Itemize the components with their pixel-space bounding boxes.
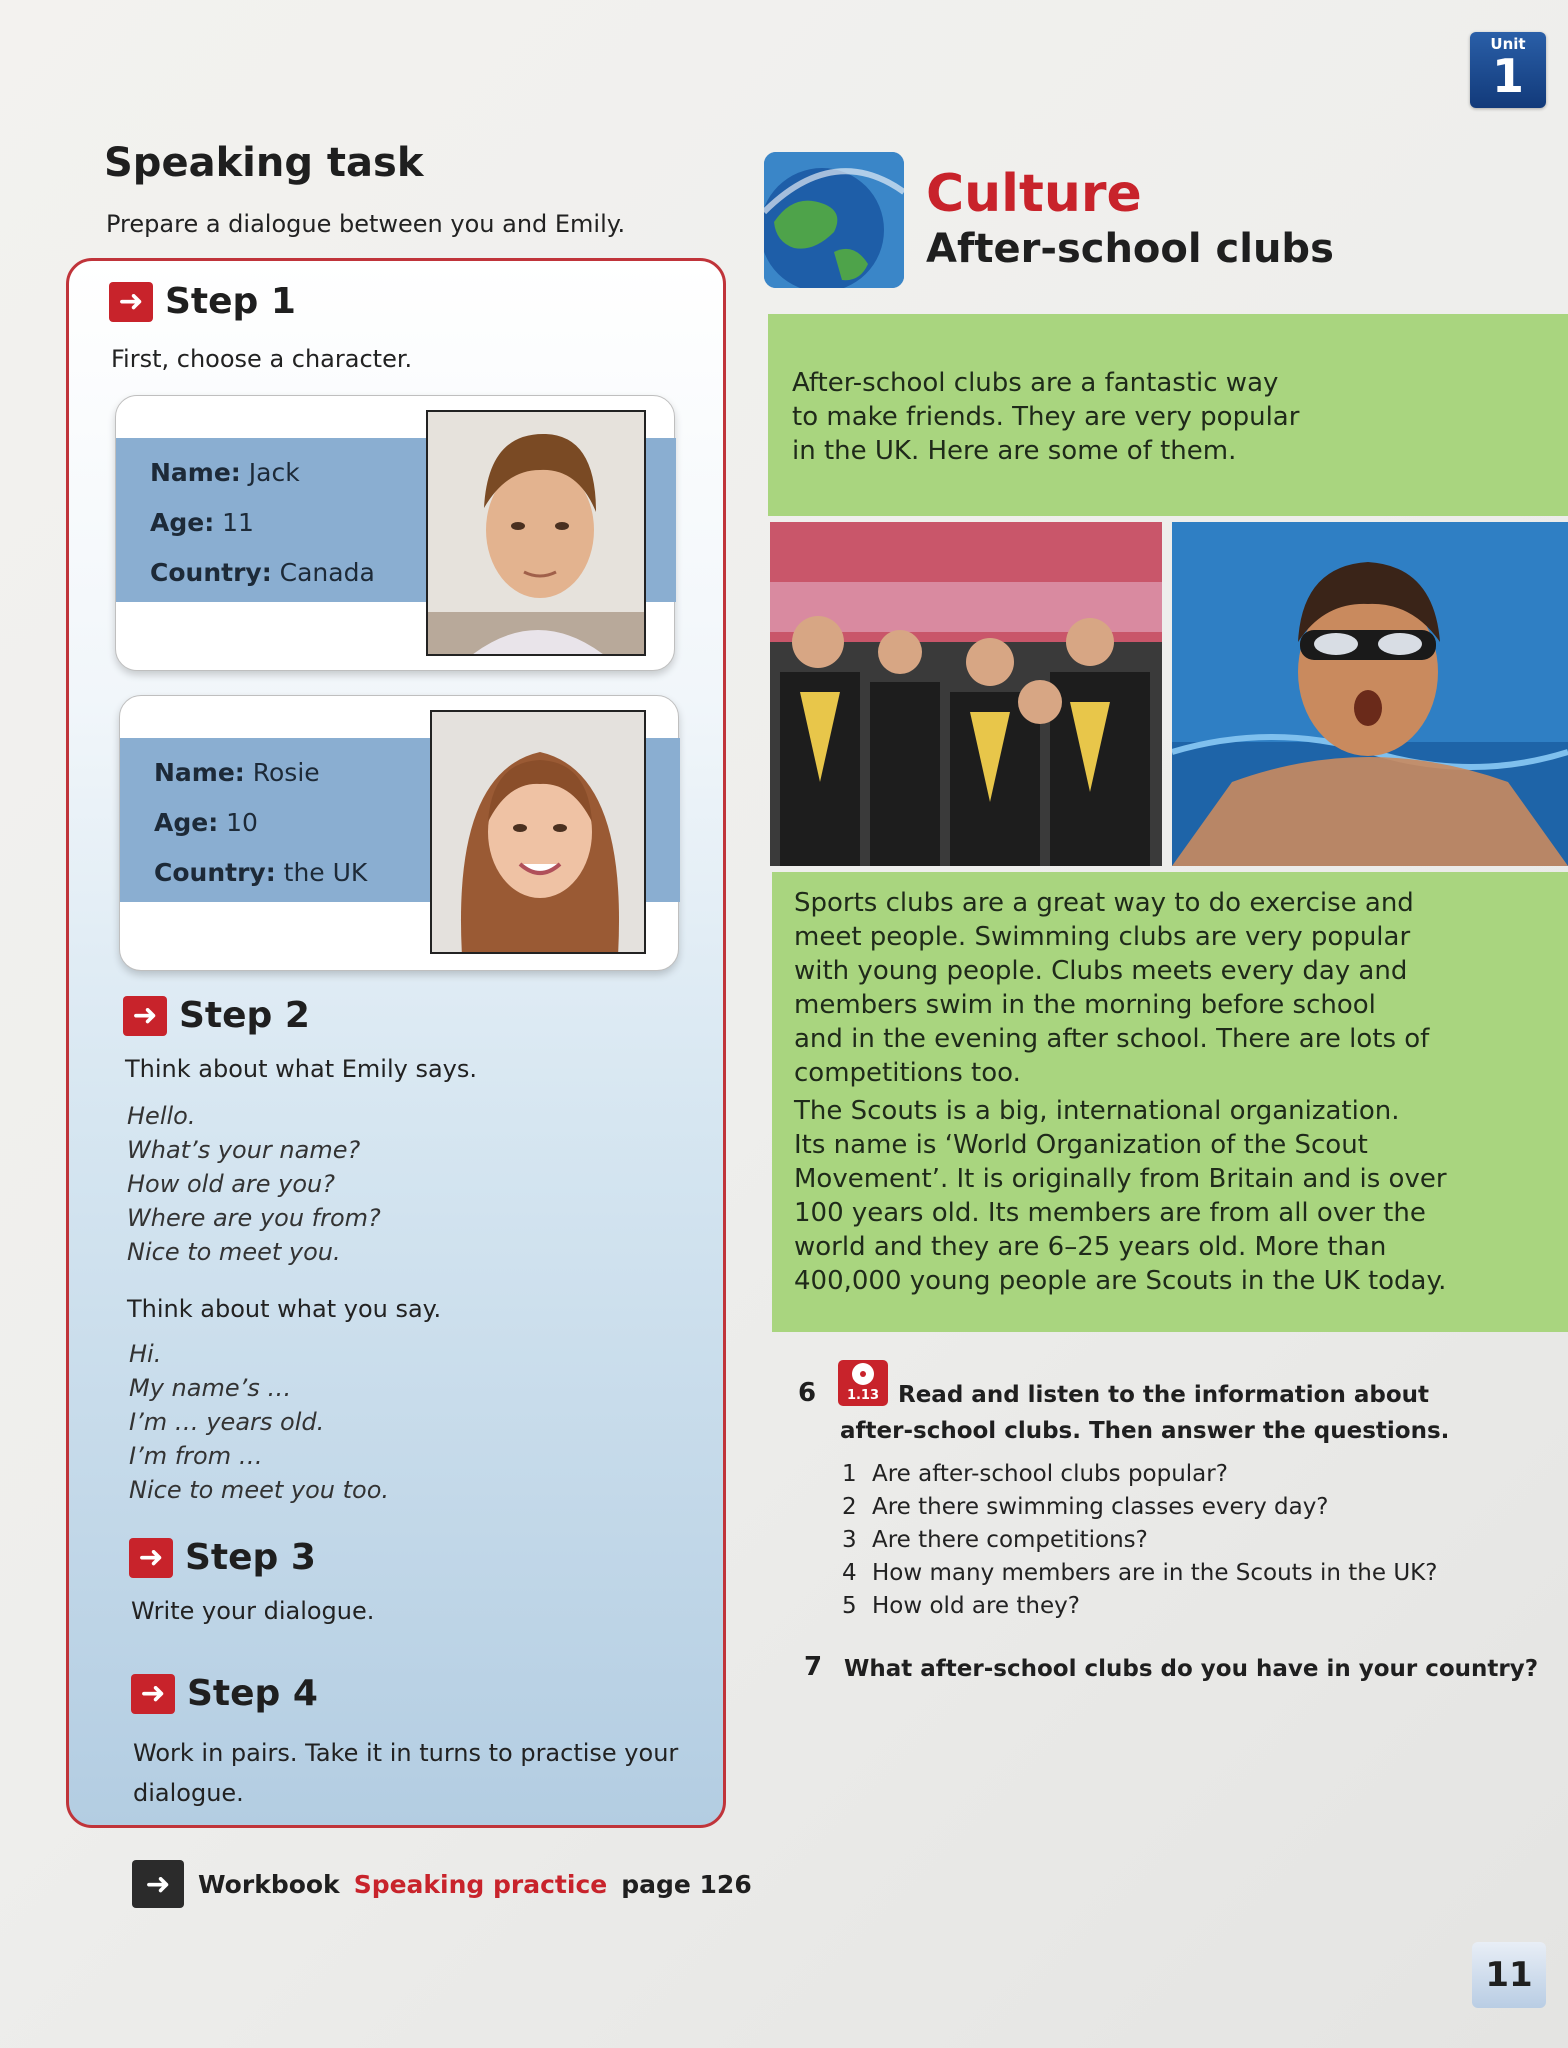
- text-line: world and they are 6–25 years old. More than: [794, 1232, 1387, 1262]
- globe-icon: [764, 152, 904, 288]
- question-item: [842, 1458, 1437, 1491]
- question-text: Are there swimming classes every day?: [872, 1494, 1329, 1520]
- step-3-label: Step 3: [185, 1537, 316, 1578]
- character-card-jack[interactable]: [115, 395, 675, 671]
- text-line: 100 years old. Its members are from all over the: [794, 1198, 1426, 1228]
- text-line: to make friends. They are very popular: [792, 402, 1300, 432]
- page-number: 11: [1472, 1942, 1546, 2008]
- country-label: Country:: [154, 858, 276, 887]
- step-3-text: Write your dialogue.: [131, 1597, 375, 1625]
- culture-subtitle: After-school clubs: [926, 226, 1334, 272]
- dialogue-line: What’s your name?: [127, 1136, 361, 1164]
- culture-clubs-box: [772, 872, 1568, 1332]
- question-item: [842, 1524, 1437, 1557]
- step-2-emily-heading: Think about what Emily says.: [125, 1055, 477, 1083]
- age-label: Age:: [154, 808, 219, 837]
- question-text: Are after-school clubs popular?: [872, 1461, 1228, 1487]
- text-line: Movement’. It is originally from Britain and is over: [794, 1164, 1447, 1194]
- character-name: Rosie: [252, 758, 320, 787]
- question-number: 4: [842, 1560, 857, 1586]
- character-country: Canada: [279, 558, 375, 587]
- arrow-right-icon: ➜: [131, 1674, 175, 1714]
- name-label: Name:: [150, 458, 241, 487]
- character-age: 10: [226, 808, 258, 837]
- unit-label: Unit: [1490, 35, 1526, 53]
- unit-number: 1: [1491, 49, 1524, 103]
- text-line: Sports clubs are a great way to do exercise and: [794, 888, 1414, 918]
- workbook-prefix: Workbook: [198, 1869, 340, 1899]
- scouts-text: [794, 1094, 1534, 1298]
- text-line: members swim in the morning before school: [794, 990, 1376, 1020]
- text-line: meet people. Swimming clubs are very popular: [794, 922, 1411, 952]
- culture-title: Culture: [926, 164, 1142, 224]
- you-lines: [129, 1337, 389, 1507]
- question-text: How old are they?: [872, 1593, 1080, 1619]
- step-2-heading: [123, 995, 310, 1036]
- text-line: Its name is ‘World Organization of the Scout: [794, 1130, 1368, 1160]
- emily-lines: [127, 1099, 381, 1269]
- cd-audio-icon[interactable]: [838, 1360, 888, 1406]
- question-item: [842, 1590, 1437, 1623]
- arrow-right-icon: ➜: [109, 282, 153, 322]
- character-country: the UK: [283, 858, 368, 887]
- question-number: 3: [842, 1527, 857, 1553]
- dialogue-line: Nice to meet you.: [127, 1238, 341, 1266]
- dialogue-line: Where are you from?: [127, 1204, 381, 1232]
- exercise-7-text: What after-school clubs do you have in your country?: [844, 1656, 1539, 1682]
- exercise-6-questions: [842, 1458, 1437, 1623]
- step-3-heading: [129, 1537, 316, 1578]
- question-number: 5: [842, 1593, 857, 1619]
- exercise-6-line-1: Read and listen to the information about: [898, 1382, 1429, 1408]
- speaking-task-subtitle: Prepare a dialogue between you and Emily.: [106, 210, 626, 238]
- step-2-label: Step 2: [179, 995, 310, 1036]
- arrow-right-icon: ➜: [132, 1860, 184, 1908]
- dialogue-line: My name’s …: [129, 1374, 292, 1402]
- step-1-label: Step 1: [165, 281, 296, 322]
- question-number: 1: [842, 1461, 857, 1487]
- dialogue-line: Hello.: [127, 1102, 196, 1130]
- exercise-7-number: 7: [804, 1652, 823, 1682]
- step-1-text: First, choose a character.: [111, 345, 413, 373]
- question-item: [842, 1557, 1437, 1590]
- character-info: [154, 748, 367, 898]
- step-4-text: [133, 1733, 678, 1813]
- workbook-link[interactable]: Speaking practice: [353, 1869, 608, 1899]
- dialogue-line: How old are you?: [127, 1170, 336, 1198]
- dialogue-line: I’m … years old.: [129, 1408, 325, 1436]
- character-info: [150, 448, 375, 598]
- arrow-right-icon: ➜: [129, 1538, 173, 1578]
- exercise-6-line-2: after-school clubs. Then answer the questions.: [840, 1418, 1450, 1444]
- dialogue-line: I’m from …: [129, 1442, 263, 1470]
- question-text: How many members are in the Scouts in the UK?: [872, 1560, 1438, 1586]
- text-line: with young people. Clubs meets every day and: [794, 956, 1408, 986]
- jack-photo: [426, 410, 646, 656]
- text-line: After-school clubs are a fantastic way: [792, 368, 1279, 398]
- question-text: Are there competitions?: [872, 1527, 1148, 1553]
- speaking-task-title: Speaking task: [104, 140, 424, 186]
- culture-intro: [792, 366, 1299, 468]
- exercise-6-number: 6: [798, 1378, 817, 1408]
- step-1-heading: [109, 281, 296, 322]
- workbook-reference[interactable]: [132, 1860, 752, 1908]
- character-age: 11: [222, 508, 254, 537]
- workbook-page: page 126: [621, 1869, 752, 1899]
- age-label: Age:: [150, 508, 215, 537]
- text-line: in the UK. Here are some of them.: [792, 436, 1237, 466]
- step-2-you-heading: Think about what you say.: [127, 1295, 442, 1323]
- country-label: Country:: [150, 558, 272, 587]
- step-4-line: Work in pairs. Take it in turns to practise your: [133, 1739, 679, 1767]
- track-number: 1.13: [846, 1388, 880, 1403]
- rosie-photo: [430, 710, 646, 954]
- text-line: 400,000 young people are Scouts in the UK today.: [794, 1266, 1447, 1296]
- question-number: 2: [842, 1494, 857, 1520]
- dialogue-line: Nice to meet you too.: [129, 1476, 390, 1504]
- text-line: competitions too.: [794, 1058, 1021, 1088]
- sports-clubs-text: [794, 886, 1534, 1090]
- swimmer-photo: [1172, 522, 1568, 866]
- unit-badge: [1470, 32, 1546, 108]
- text-line: The Scouts is a big, international organization.: [794, 1096, 1400, 1126]
- character-name: Jack: [248, 458, 300, 487]
- arrow-right-icon: ➜: [123, 996, 167, 1036]
- culture-intro-box: [768, 314, 1568, 516]
- step-4-line: dialogue.: [133, 1779, 244, 1807]
- dialogue-line: Hi.: [129, 1340, 162, 1368]
- name-label: Name:: [154, 758, 245, 787]
- scouts-photo: [770, 522, 1162, 866]
- text-line: and in the evening after school. There are lots of: [794, 1024, 1430, 1054]
- character-card-rosie[interactable]: [119, 695, 679, 971]
- question-item: [842, 1491, 1437, 1524]
- step-4-heading: [131, 1673, 318, 1714]
- speaking-task-panel: [66, 258, 726, 1828]
- step-4-label: Step 4: [187, 1673, 318, 1714]
